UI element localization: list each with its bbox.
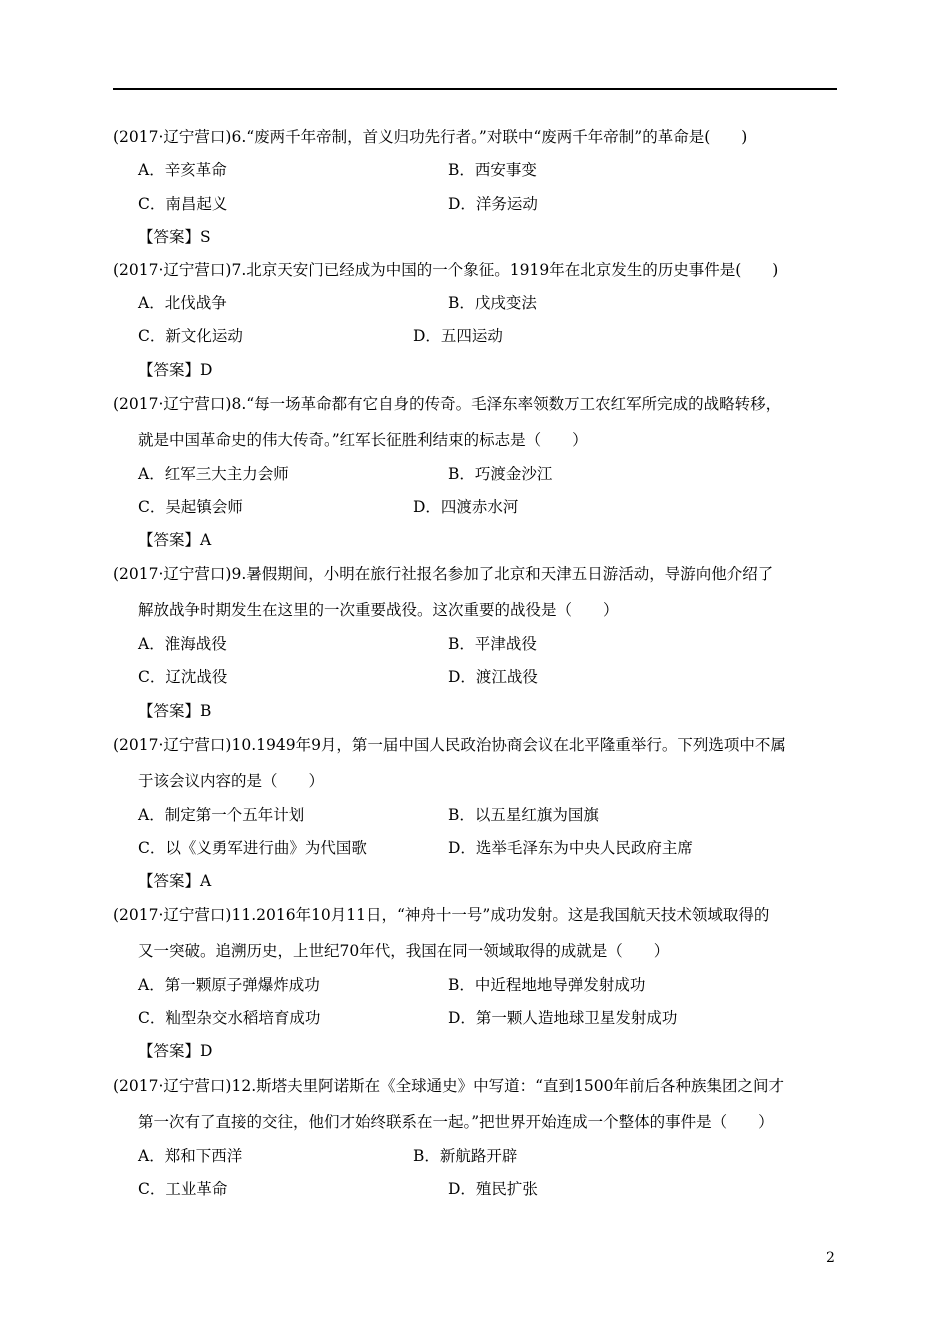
question-12-stem: (2017·辽宁营口)12.斯塔夫里阿诺斯在《全球通史》中写道：“直到1500年前后各种族集团之间才: [113, 1077, 784, 1095]
q11-option-a: A．第一颗原子弹爆炸成功: [138, 976, 320, 994]
q10-option-c: C．以《义勇军进行曲》为代国歌: [138, 839, 367, 857]
q9-option-d: D．渡江战役: [448, 668, 538, 686]
question-9-stem: (2017·辽宁营口)9.暑假期间，小明在旅行社报名参加了北京和天津五日游活动，导游向他介绍了: [113, 565, 774, 583]
q7-option-b: B．戊戌变法: [448, 294, 537, 312]
question-6-stem: (2017·辽宁营口)6.“废两千年帝制，首义归功先行者。”对联中“废两千年帝制”的革命是( ): [113, 128, 748, 146]
q8-option-d: D．四渡赤水河: [413, 498, 519, 516]
q11-answer: 【答案】D: [138, 1042, 213, 1060]
q8-option-b: B．巧渡金沙江: [448, 465, 553, 483]
q10-option-b: B．以五星红旗为国旗: [448, 806, 599, 824]
q8-option-c: C．吴起镇会师: [138, 498, 243, 516]
q6-option-d: D．洋务运动: [448, 195, 538, 213]
page-number: 2: [826, 1250, 835, 1266]
q9-answer: 【答案】B: [138, 702, 212, 720]
q10-option-d: D．选举毛泽东为中央人民政府主席: [448, 839, 693, 857]
header-rule: [113, 88, 837, 90]
question-11-stem: (2017·辽宁营口)11.2016年10月11日，“神舟十一号”成功发射。这是我国航天技术领域取得的: [113, 906, 770, 924]
q6-option-b: B．西安事变: [448, 161, 537, 179]
q12-option-a: A．郑和下西洋: [138, 1147, 243, 1165]
question-11-stem-cont: 又一突破。追溯历史，上世纪70年代，我国在同一领域取得的成就是（ ）: [138, 942, 670, 960]
q12-option-c: C．工业革命: [138, 1180, 228, 1198]
q9-option-c: C．辽沈战役: [138, 668, 228, 686]
q7-option-c: C．新文化运动: [138, 327, 243, 345]
q6-option-c: C．南昌起义: [138, 195, 228, 213]
question-10-stem: (2017·辽宁营口)10.1949年9月，第一届中国人民政治协商会议在北平隆重举行。下列选项中不属: [113, 736, 786, 754]
q7-option-a: A．北伐战争: [138, 294, 227, 312]
q9-option-b: B．平津战役: [448, 635, 537, 653]
question-9-stem-cont: 解放战争时期发生在这里的一次重要战役。这次重要的战役是（ ）: [138, 601, 619, 619]
q7-option-d: D．五四运动: [413, 327, 503, 345]
q11-option-b: B．中近程地地导弹发射成功: [448, 976, 646, 994]
q11-option-d: D．第一颗人造地球卫星发射成功: [448, 1009, 678, 1027]
question-8-stem-cont: 就是中国革命史的伟大传奇。”红军长征胜利结束的标志是（ ）: [138, 431, 588, 449]
q12-option-b: B．新航路开辟: [413, 1147, 518, 1165]
q7-answer: 【答案】D: [138, 361, 213, 379]
question-8-stem: (2017·辽宁营口)8.“每一场革命都有它自身的传奇。毛泽东率领数万工农红军所完成的战略转移，: [113, 395, 782, 413]
question-12-stem-cont: 第一次有了直接的交往，他们才始终联系在一起。”把世界开始连成一个整体的事件是（ ）: [138, 1113, 774, 1131]
q11-option-c: C．籼型杂交水稻培育成功: [138, 1009, 321, 1027]
q9-option-a: A．淮海战役: [138, 635, 227, 653]
q8-answer: 【答案】A: [138, 531, 212, 549]
q10-option-a: A．制定第一个五年计划: [138, 806, 305, 824]
question-10-stem-cont: 于该会议内容的是（ ）: [138, 772, 325, 790]
q6-option-a: A．辛亥革命: [138, 161, 227, 179]
q6-answer: 【答案】S: [138, 228, 211, 246]
q8-option-a: A．红军三大主力会师: [138, 465, 289, 483]
question-7-stem: (2017·辽宁营口)7.北京天安门已经成为中国的一个象征。1919年在北京发生的历史事件是( ): [113, 261, 779, 279]
q10-answer: 【答案】A: [138, 872, 212, 890]
q12-option-d: D．殖民扩张: [448, 1180, 538, 1198]
